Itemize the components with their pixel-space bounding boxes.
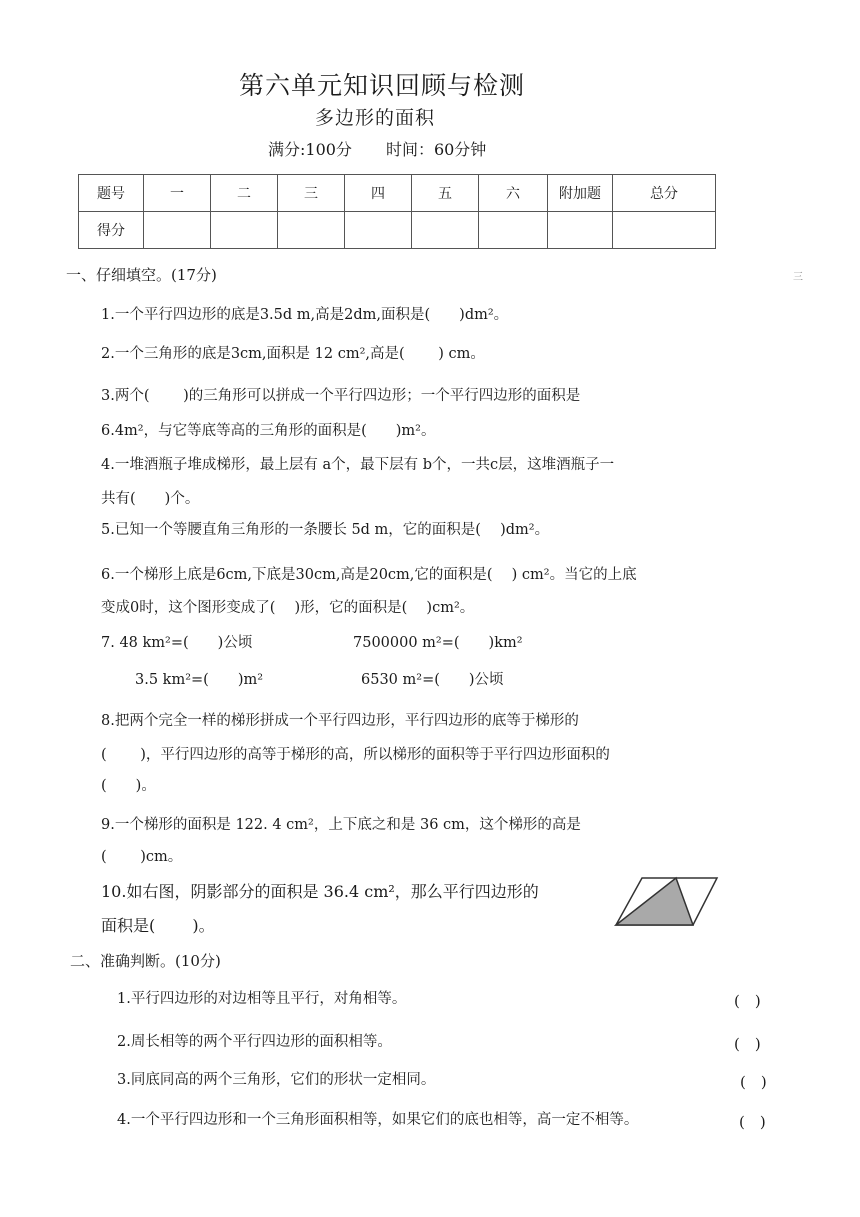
question-line: 共有( )个。 <box>101 491 200 507</box>
table-cell: 四 <box>345 175 412 212</box>
question-line: 3.两个( )的三角形可以拼成一个平行四边形；一个平行四边形的面积是 <box>101 388 581 404</box>
judgment-item: 3.同底同高的两个三角形，它们的形状一定相同。 <box>117 1072 436 1088</box>
score-input-cell[interactable] <box>613 212 716 249</box>
page-title: 第六单元知识回顾与检测 <box>239 71 526 100</box>
table-cell: 五 <box>412 175 479 212</box>
question-line: 6.一个梯形上底是6cm,下底是30cm,高是20cm,它的面积是( ) cm²。当它的上底 <box>101 567 637 583</box>
answer-paren[interactable]: ( ) <box>734 992 761 1010</box>
table-cell: 二 <box>211 175 278 212</box>
question-line: 3.5 km²=( )m² <box>135 672 264 688</box>
judgment-item: 4.一个平行四边形和一个三角形面积相等，如果它们的底也相等，高一定不相等。 <box>117 1112 639 1128</box>
question-line: 6530 m²=( )公顷 <box>361 672 504 688</box>
score-input-cell[interactable] <box>144 212 211 249</box>
answer-paren[interactable]: ( ) <box>734 1035 761 1053</box>
question-line: 9.一个梯形的面积是 122. 4 cm²，上下底之和是 36 cm，这个梯形的高是 <box>101 817 581 833</box>
score-input-cell[interactable] <box>211 212 278 249</box>
score-input-cell[interactable] <box>479 212 548 249</box>
full-score: 满分:100分 <box>268 140 352 159</box>
question-line: ( )cm。 <box>101 849 183 865</box>
table-cell: 六 <box>479 175 548 212</box>
question-line: 7. 48 km²=( )公顷 <box>101 635 253 651</box>
answer-paren[interactable]: ( ) <box>739 1113 766 1131</box>
score-input-cell[interactable] <box>548 212 613 249</box>
question-line: 5.已知一个等腰直角三角形的一条腰长 5d m，它的面积是( )dm²。 <box>101 522 550 538</box>
score-input-cell[interactable] <box>345 212 412 249</box>
question-line: 4.一堆酒瓶子堆成梯形，最上层有 a个，最下层有 b个，一共c层，这堆酒瓶子一 <box>101 457 615 473</box>
table-cell: 附加题 <box>548 175 613 212</box>
side-mark: 三 <box>793 272 803 283</box>
section-1-heading: 一、仔细填空。(17分) <box>66 266 217 284</box>
score-table-score-row <box>79 212 716 249</box>
question-line: 10.如右图，阴影部分的面积是 36.4 cm²，那么平行四边形的 <box>101 882 539 901</box>
exam-time: 时间：60分钟 <box>385 140 487 159</box>
section-2-heading: 二、准确判断。(10分) <box>70 952 221 970</box>
score-table <box>78 174 716 249</box>
table-cell: 得分 <box>79 212 144 249</box>
judgment-item: 1.平行四边形的对边相等且平行，对角相等。 <box>117 991 407 1007</box>
parallelogram-figure <box>614 875 720 929</box>
score-table-header-row <box>79 175 716 212</box>
table-cell: 三 <box>278 175 345 212</box>
question-line: 6.4m²，与它等底等高的三角形的面积是( )m²。 <box>101 423 436 439</box>
score-input-cell[interactable] <box>412 212 479 249</box>
question-line: ( )。 <box>101 778 156 794</box>
judgment-item: 2.周长相等的两个平行四边形的面积相等。 <box>117 1034 392 1050</box>
question-line: 8.把两个完全一样的梯形拼成一个平行四边形，平行四边形的底等于梯形的 <box>101 713 579 729</box>
question-line: 1.一个平行四边形的底是3.5d m,高是2dm,面积是( )dm²。 <box>101 307 509 323</box>
table-cell: 总分 <box>613 175 716 212</box>
question-line: 面积是( )。 <box>101 916 215 935</box>
question-line: ( )，平行四边形的高等于梯形的高，所以梯形的面积等于平行四边形面积的 <box>101 747 610 763</box>
shaded-triangle <box>616 878 693 925</box>
question-line: 变成0时，这个图形变成了( )形，它的面积是( )cm²。 <box>101 600 475 616</box>
table-cell: 一 <box>144 175 211 212</box>
page-subtitle: 多边形的面积 <box>315 107 436 129</box>
question-line: 7500000 m²=( )km² <box>353 635 523 651</box>
table-cell: 题号 <box>79 175 144 212</box>
exam-meta <box>268 137 486 160</box>
question-line: 2.一个三角形的底是3cm,面积是 12 cm²,高是( ) cm。 <box>101 346 485 362</box>
score-input-cell[interactable] <box>278 212 345 249</box>
answer-paren[interactable]: ( ) <box>740 1073 767 1091</box>
